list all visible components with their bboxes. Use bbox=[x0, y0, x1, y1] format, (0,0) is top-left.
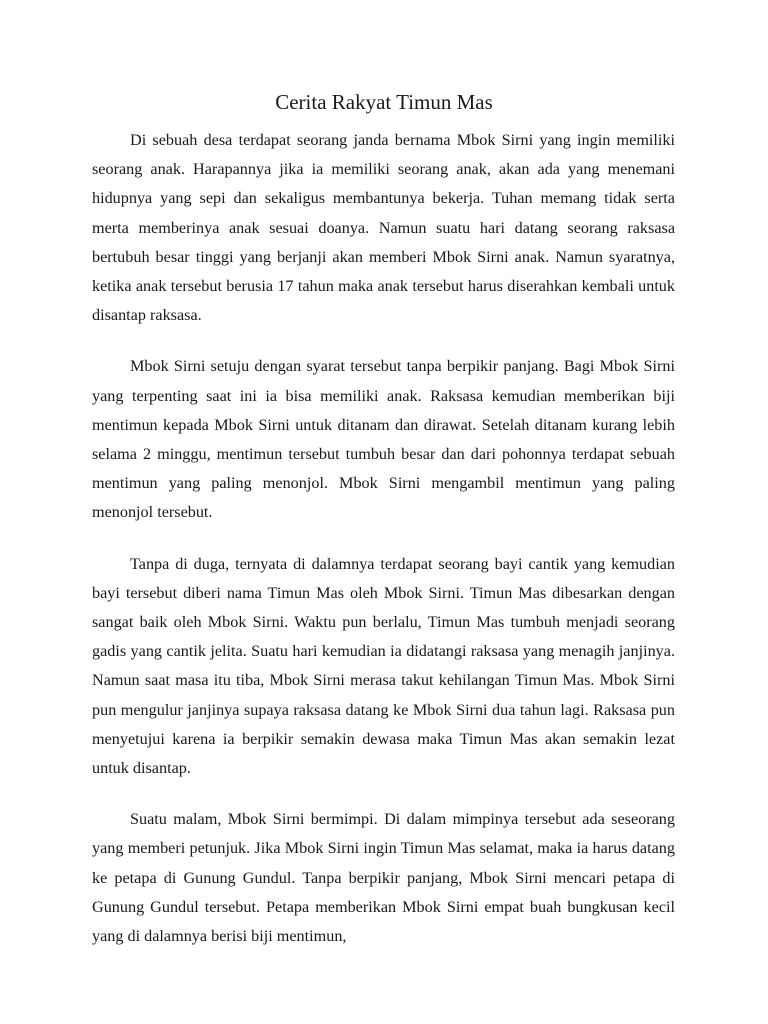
document-body bbox=[92, 126, 675, 973]
paragraph-1: Di sebuah desa terdapat seorang janda bernama Mbok Sirni yang ingin memiliki seorang anak. Harapannya jika ia memiliki seorang anak, akan ada yang menemani hidupnya yang sepi dan sekaligus membantunya bekerja. Tuhan memang tidak serta merta memberinya anak sesuai doanya. Namun suatu hari datang seorang raksasa bertubuh besar tinggi yang berjanji akan memberi Mbok Sirni anak. Namun syaratnya, ketika anak tersebut berusia 17 tahun maka anak tersebut harus diserahkan kembali untuk disantap raksasa. bbox=[92, 131, 675, 325]
paragraph-4: Suatu malam, Mbok Sirni bermimpi. Di dalam mimpinya tersebut ada seseorang yang memberi petunjuk. Jika Mbok Sirni ingin Timun Mas selamat, maka ia harus datang ke petapa di Gunung Gundul. Tanpa berpikir panjang, Mbok Sirni mencari petapa di Gunung Gundul tersebut. Petapa memberikan Mbok Sirni empat buah bungkusan kecil yang di dalamnya berisi biji mentimun, bbox=[92, 810, 675, 946]
paragraph-3: Tanpa di duga, ternyata di dalamnya terdapat seorang bayi cantik yang kemudian bayi tersebut diberi nama Timun Mas oleh Mbok Sirni. Timun Mas dibesarkan dengan sangat baik oleh Mbok Sirni. Waktu pun berlalu, Timun Mas tumbuh menjadi seorang gadis yang cantik jelita. Suatu hari kemudian ia didatangi raksasa yang menagih janjinya. Namun saat masa itu tiba, Mbok Sirni merasa takut kehilangan Timun Mas. Mbok Sirni pun mengulur janjinya supaya raksasa datang ke Mbok Sirni dua tahun lagi. Raksasa pun menyetujui karena ia berpikir semakin dewasa maka Timun Mas akan semakin lezat untuk disantap. bbox=[92, 554, 675, 778]
paragraph-2: Mbok Sirni setuju dengan syarat tersebut tanpa berpikir panjang. Bagi Mbok Sirni yang terpenting saat ini ia bisa memiliki anak. Raksasa kemudian memberikan biji mentimun kepada Mbok Sirni untuk ditanam dan dirawat. Setelah ditanam kurang lebih selama 2 minggu, mentimun tersebut tumbuh besar dan dari pohonnya terdapat sebuah mentimun yang paling menonjol. Mbok Sirni mengambil mentimun yang paling menonjol tersebut. bbox=[92, 357, 675, 522]
document-title: Cerita Rakyat Timun Mas bbox=[275, 90, 493, 114]
